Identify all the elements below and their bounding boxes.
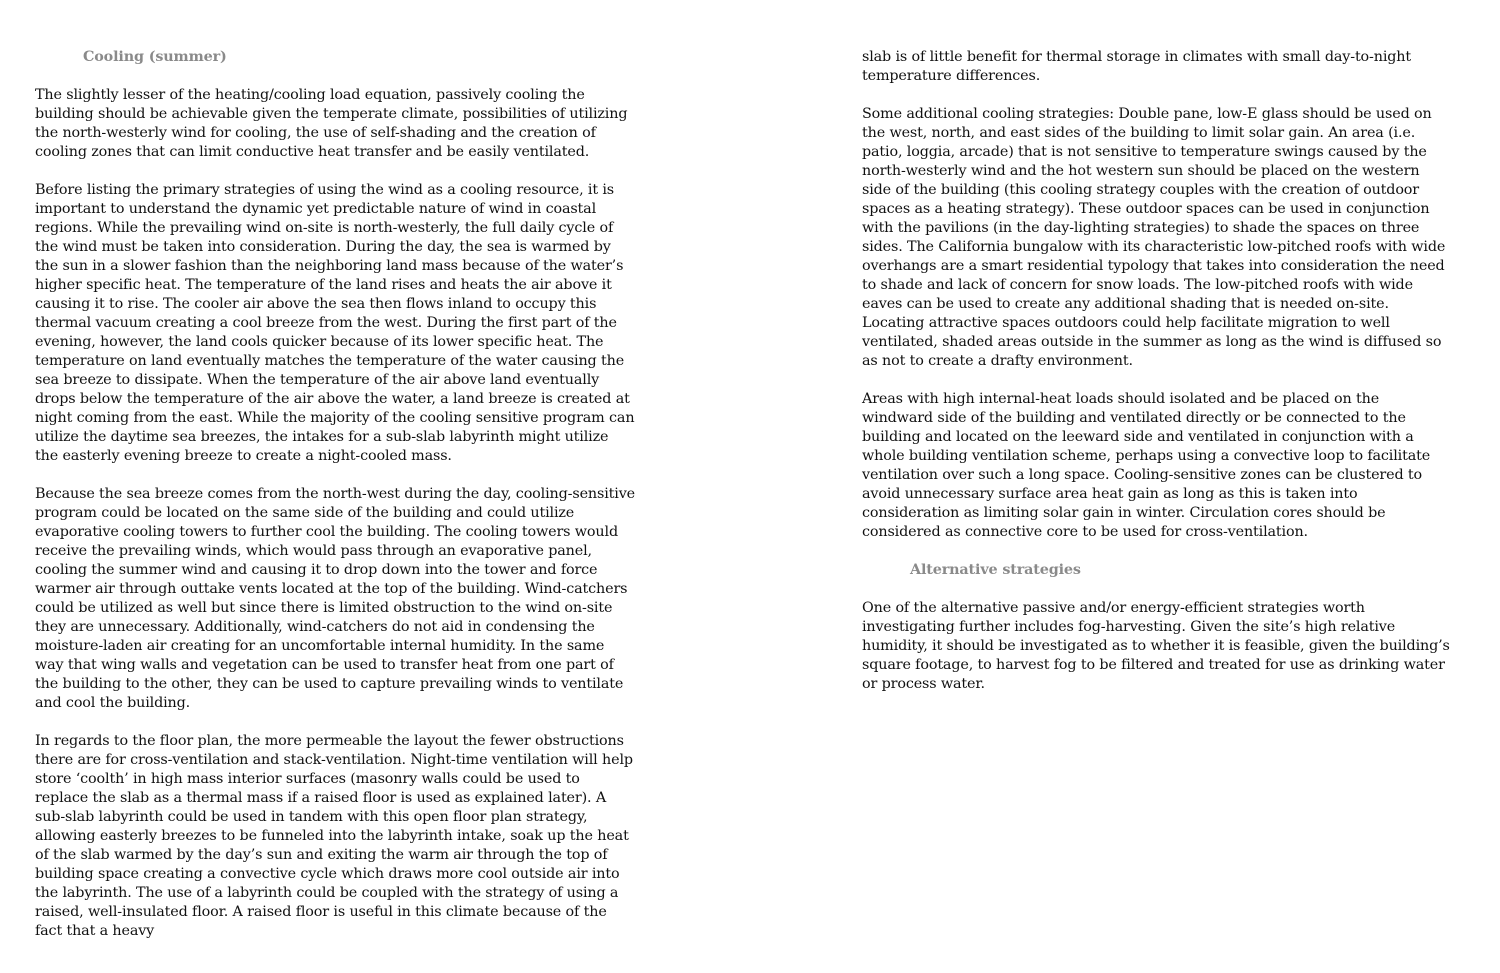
paragraph: Areas with high internal-heat loads should isolated and be placed on the windward side of the building and ventilated directly or be connected to the building and located on the leeward side and ventilated in conjunction with a whole building ventilation scheme, perhaps using a convective loop to facilitate ventilation over such a long space. Cooling-sensitive zones can be clustered to avoid unnecessary surface area heat gain as long as this is taken into consideration as limiting solar gain in winter. Circulation cores should be considered as connective core to be used for cross-ventilation. xyxy=(862,391,1431,540)
section-heading-alternative: Alternative strategies xyxy=(910,562,1081,578)
left-page xyxy=(35,48,635,960)
paragraph: The slightly lesser of the heating/cooling load equation, passively cooling the building should be achievable given the temperate climate, possibilities of utilizing the north-westerly wind for cooling, the use of self-shading and the creation of cooling zones that can limit conductive heat transfer and be easily ventilated. xyxy=(35,87,628,160)
paragraph: Because the sea breeze comes from the north-west during the day, cooling-sensitive program could be located on the same side of the building and could utilize evaporative cooling towers to further cool the building. The cooling towers would receive the prevailing winds, which would pass through an evaporative panel, cooling the summer wind and causing it to drop down into the tower and force warmer air through outtake vents located at the top of the building. Wind-catchers could be utilized as well but since there is limited obstruction to the wind on-site they are unnecessary. Additionally, wind-catchers do not aid in condensing the moisture-laden air creating for an uncomfortable internal humidity. In the same way that wing walls and vegetation can be used to transfer heat from one part of the building to the other, they can be used to capture prevailing winds to ventilate and cool the building. xyxy=(35,486,635,711)
paragraph: Some additional cooling strategies: Double pane, low-E glass should be used on the west, north, and east sides of the building to limit solar gain. An area (i.e. patio, loggia, arcade) that is not sensitive to temperature swings caused by the north-westerly wind and the hot western sun should be placed on the western side of the building (this cooling strategy couples with the creation of outdoor spaces as a heating strategy). These outdoor spaces can be used in conjunction with the pavilions (in the day-lighting strategies) to shade the spaces on three sides. The California bungalow with its characteristic low-pitched roofs with wide overhangs are a smart residential typology that takes into consideration the need to shade and lack of concern for snow loads. The low-pitched roofs with wide eaves can be used to create any additional shading that is needed on-site. Locating attractive spaces outdoors could help facilitate migration to well ventilated, shaded areas outside in the summer as long as the wind is diffused so as not to create a drafty environment. xyxy=(862,106,1446,369)
paragraph: In regards to the floor plan, the more permeable the layout the fewer obstructions there are for cross-ventilation and stack-ventilation. Night-time ventilation will help store ‘coolth’ in high mass interior surfaces (masonry walls could be used to replace the slab as a thermal mass if a raised floor is used as explained later). A sub-slab labyrinth could be used in tandem with this open floor plan strategy, allowing easterly breezes to be funneled into the labyrinth intake, soak up the heat of the slab warmed by the day’s sun and exiting the warm air through the top of building space creating a convective cycle which draws more cool outside air into the labyrinth. The use of a labyrinth could be coupled with the strategy of using a raised, well-insulated floor. A raised floor is useful in this climate because of the fact that a heavy xyxy=(35,733,633,939)
paragraph: Before listing the primary strategies of using the wind as a cooling resource, it is important to understand the dynamic yet predictable nature of wind in coastal regions. While the prevailing wind on-site is north-westerly, the full daily cycle of the wind must be taken into consideration. During the day, the sea is warmed by the sun in a slower fashion than the neighboring land mass because of the water’s higher specific heat. The temperature of the land rises and heats the air above it causing it to rise. The cooler air above the sea then flows inland to occupy this thermal vacuum creating a cool breeze from the west. During the first part of the evening, however, the land cools quicker because of its lower specific heat. The temperature on land eventually matches the temperature of the water causing the sea breeze to dissipate. When the temperature of the air above land eventually drops below the temperature of the air above the water, a land breeze is created at night coming from the east. While the majority of the cooling sensitive program can utilize the daytime sea breezes, the intakes for a sub-slab labyrinth might utilize the easterly evening breeze to create a night-cooled mass. xyxy=(35,182,635,464)
right-page xyxy=(862,48,1452,713)
paragraph: slab is of little benefit for thermal storage in climates with small day-to-night temperature differences. xyxy=(862,49,1412,84)
paragraph: One of the alternative passive and/or energy-efficient strategies worth investigating further includes fog-harvesting. Given the site’s high relative humidity, it should be investigated as to whether it is feasible, given the building’s square footage, to harvest fog to be filtered and treated for use as drinking water or process water. xyxy=(862,600,1450,692)
section-heading-cooling: Cooling (summer) xyxy=(83,49,227,65)
